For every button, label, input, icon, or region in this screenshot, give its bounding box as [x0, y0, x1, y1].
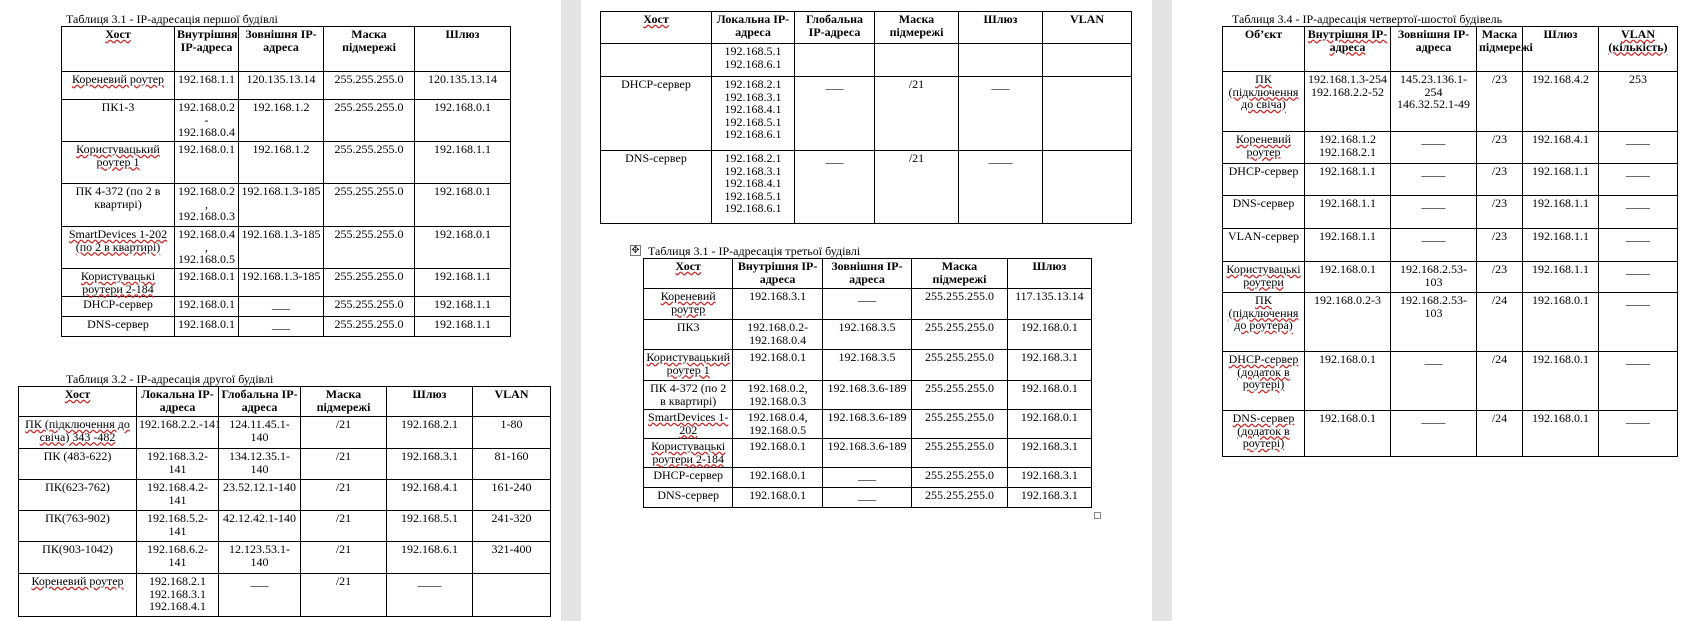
table-cell: 192.168.3.1	[1007, 468, 1091, 488]
table-cell: 192.168.1.1	[1305, 164, 1391, 196]
document-page-1	[0, 0, 561, 621]
table-cell: 192.168.1.1	[415, 297, 511, 317]
table-header-cell: Шлюз	[387, 387, 473, 417]
table-cell: 192.168.0.4, 192.168.0.5	[733, 410, 822, 439]
table-row	[1223, 132, 1678, 164]
table-cell: ____	[1391, 229, 1477, 262]
table-cell: 192.168.1.1	[1305, 229, 1391, 262]
table-cell: 192.168.0.1	[1523, 293, 1599, 352]
table-cell: ____	[959, 151, 1043, 224]
table-cell: 192.168.1.1	[415, 142, 511, 184]
table-cell: 192.168.0.1	[175, 269, 239, 297]
table-header-cell: Маска підмережі	[912, 259, 1008, 289]
table-cell	[875, 44, 959, 77]
table-cell: Кореневий роутер	[62, 72, 175, 100]
table-resize-handle[interactable]	[1094, 512, 1101, 519]
table-cell: 1-80	[473, 417, 551, 449]
table-cell: 192.168.0.1	[415, 100, 511, 142]
table-caption: Таблиця 3.4 - IP-адресація четвертої-шостої будівель	[1232, 12, 1503, 26]
table-cell: Користувацькі роутери	[1223, 262, 1305, 293]
table-cell: 192.168.0.1	[733, 468, 822, 488]
table-cell: 192.168.1.3-185	[239, 269, 324, 297]
table-cell: ПК(763-902)	[19, 511, 137, 542]
table-row	[1223, 164, 1678, 196]
table-header-cell: Зовнішня IP-адреса	[822, 259, 911, 289]
table-cell: 192.168.2.1 192.168.3.1 192.168.4.1	[137, 574, 219, 617]
table-cell: ____	[1599, 352, 1678, 411]
table-row	[1223, 262, 1678, 293]
table-cell: /21	[301, 449, 387, 480]
table-cell: 255.255.255.0	[324, 269, 415, 297]
table-cell: 255.255.255.0	[324, 142, 415, 184]
table-cell: 192.168.1.1	[1523, 229, 1599, 262]
table-cell: 192.168.1.1	[1523, 196, 1599, 229]
table-cell: Користувацький роутер 1	[62, 142, 175, 184]
table-cell: 192.168.0.1	[1007, 381, 1091, 410]
table-cell: 124.11.45.1-140	[219, 417, 301, 449]
table-move-handle-icon[interactable]: ✥	[631, 245, 640, 256]
table-cell: ___	[239, 317, 324, 337]
table-row	[644, 468, 1092, 488]
table-row	[644, 381, 1092, 410]
table-cell: DHCP-сервер	[601, 77, 712, 151]
table-cell: 192.168.2.1 192.168.3.1 192.168.4.1 192.168.5.1 192.168.6.1	[712, 77, 795, 151]
table-cell: ПК3	[644, 320, 733, 350]
table-cell: 192.168.4.2	[1523, 72, 1599, 132]
table-cell: ПК 4-372 (по 2 в квартирі)	[62, 184, 175, 227]
table-cell: ___	[1391, 352, 1477, 411]
table-cell: Кореневий роутер	[644, 289, 733, 320]
table-cell: /21	[301, 542, 387, 574]
table-header-cell: Хост	[601, 12, 712, 44]
table-cell: /23	[1477, 229, 1523, 262]
table-header-cell: Локальна IP-адреса	[712, 12, 795, 44]
table-buildings-4-6	[1222, 26, 1678, 457]
table-cell: ____	[1391, 196, 1477, 229]
table-header-cell: Об’єкт	[1223, 27, 1305, 72]
table-row	[1223, 229, 1678, 262]
table-cell: 120.135.13.14	[415, 72, 511, 100]
table-cell: ___	[795, 77, 875, 151]
table-row	[601, 77, 1132, 151]
table-header-cell: Шлюз	[1007, 259, 1091, 289]
table-cell: 161-240	[473, 480, 551, 511]
table-cell: /23	[1477, 72, 1523, 132]
table-cell: 192.168.3.1	[387, 449, 473, 480]
table-cell: 192.168.6.1	[387, 542, 473, 574]
table-header-cell: VLAN	[1043, 12, 1132, 44]
table-cell	[473, 574, 551, 617]
table-cell: Користувацький роутер 1	[644, 350, 733, 381]
table-cell: ПК (483-622)	[19, 449, 137, 480]
table-cell: ____	[1391, 132, 1477, 164]
table-cell: 192.168.1.3-254 192.168.2.2-52	[1305, 72, 1391, 132]
table-cell: ___	[239, 297, 324, 317]
table-cell: 192.168.0.1	[1523, 352, 1599, 411]
table-cell: Користувацькі роутери 2-184	[62, 269, 175, 297]
table-cell: ____	[1599, 262, 1678, 293]
table-cell: 134.12.35.1-140	[219, 449, 301, 480]
table-header-cell: Внутрішня IP-адреса	[1305, 27, 1391, 72]
table-cell: 192.168.3.6-189	[822, 381, 911, 410]
table-cell: ___	[822, 289, 911, 320]
table-cell: 192.168.0.2, 192.168.0.3	[733, 381, 822, 410]
table-cell: DNS-сервер (додаток в роутері)	[1223, 411, 1305, 457]
table-cell: 192.168.0.1	[1007, 320, 1091, 350]
table-cell: 192.168.0.1	[415, 227, 511, 269]
table-cell: ____	[1599, 132, 1678, 164]
table-cell: 192.168.0.1	[1305, 352, 1391, 411]
table-cell: 192.168.3.1	[1007, 439, 1091, 468]
table-cell: ПК (підключення до роутера)	[1223, 293, 1305, 352]
table-row	[62, 269, 511, 297]
table-cell: ___	[822, 468, 911, 488]
table-cell: 255.255.255.0	[912, 320, 1008, 350]
table-cell: 192.168.1.2 192.168.2.1	[1305, 132, 1391, 164]
table-row	[62, 297, 511, 317]
document-page-3	[1172, 0, 1681, 621]
table-caption: Таблиця 3.1 - IP-адресація першої будівлі	[66, 12, 278, 26]
table-header-cell: Маска підмережі	[324, 27, 415, 72]
table-caption: Таблиця 3.1 - IP-адресація третьої будівлі	[648, 244, 861, 258]
table-cell: VLAN-сервер	[1223, 229, 1305, 262]
table-cell: 253	[1599, 72, 1678, 132]
table-header-cell: Глобальна IP-адреса	[219, 387, 301, 417]
table-building-1	[61, 26, 511, 337]
table-row	[62, 72, 511, 100]
table-cell: ПК (підключення до свіча)	[1223, 72, 1305, 132]
table-header-cell: Шлюз	[959, 12, 1043, 44]
table-cell: 255.255.255.0	[912, 439, 1008, 468]
table-cell: /23	[1477, 132, 1523, 164]
table-row	[1223, 196, 1678, 229]
table-row	[1223, 72, 1678, 132]
table-cell: 255.255.255.0	[324, 317, 415, 337]
table-header-cell: Хост	[19, 387, 137, 417]
table-cell: 81-160	[473, 449, 551, 480]
table-cell: DNS-сервер	[1223, 196, 1305, 229]
table-cell: SmartDevices 1-202 (по 2 в квартирі)	[62, 227, 175, 269]
table-cell: 192.168.3.1	[733, 289, 822, 320]
table-cell: ___	[219, 574, 301, 617]
table-header-cell: Маска підмережі	[1477, 27, 1523, 72]
table-cell: 117.135.13.14	[1007, 289, 1091, 320]
table-cell: /21	[301, 574, 387, 617]
table-cell: 145.23.136.1-254 146.32.52.1-49	[1391, 72, 1477, 132]
table-row	[62, 100, 511, 142]
table-cell: 23.52.12.1-140	[219, 480, 301, 511]
table-cell: /21	[301, 417, 387, 449]
table-row	[644, 488, 1092, 508]
table-row	[644, 289, 1092, 320]
table-cell: 192.168.0.2-192.168.0.4	[733, 320, 822, 350]
table-cell: 192.168.3.5	[822, 320, 911, 350]
table-cell	[1043, 44, 1132, 77]
table-cell: 192.168.1.1	[1523, 164, 1599, 196]
table-cell: 192.168.5.2-141	[137, 511, 219, 542]
table-header-cell: VLAN (кількість)	[1599, 27, 1678, 72]
table-cell: /21	[875, 77, 959, 151]
table-cell	[601, 44, 712, 77]
table-cell: 255.255.255.0	[324, 184, 415, 227]
table-cell: ____	[1599, 196, 1678, 229]
table-cell: ___	[795, 151, 875, 224]
table-cell: 192.168.3.6-189	[822, 410, 911, 439]
table-row	[1223, 411, 1678, 457]
table-cell: ___	[959, 77, 1043, 151]
table-header-cell: Зовнішня IP-адреса	[239, 27, 324, 72]
table-row	[19, 449, 551, 480]
table-header-cell: Маска підмережі	[875, 12, 959, 44]
table-cell: 255.255.255.0	[324, 100, 415, 142]
table-cell: 192.168.5.1	[387, 511, 473, 542]
table-row	[19, 417, 551, 449]
table-cell: 192.168.6.2-141	[137, 542, 219, 574]
table-cell: ___	[822, 488, 911, 508]
table-cell: 120.135.13.14	[239, 72, 324, 100]
table-cell: 192.168.1.1	[415, 317, 511, 337]
table-cell	[795, 44, 875, 77]
table-row	[62, 184, 511, 227]
table-cell: 192.168.1.2	[239, 100, 324, 142]
table-cell: 192.168.4.2-141	[137, 480, 219, 511]
table-header-cell: VLAN	[473, 387, 551, 417]
table-cell: 255.255.255.0	[324, 227, 415, 269]
table-row	[644, 350, 1092, 381]
table-cell: ____	[1391, 164, 1477, 196]
table-cell: 192.168.0.1	[733, 488, 822, 508]
table-cell: 241-320	[473, 511, 551, 542]
table-building-2	[18, 386, 551, 617]
table-cell: 192.168.1.1	[1523, 262, 1599, 293]
table-cell: DHCP-сервер	[644, 468, 733, 488]
table-header-cell: Зовнішня IP-адреса	[1391, 27, 1477, 72]
table-cell: 192.168.0.1	[1007, 410, 1091, 439]
table-caption: Таблиця 3.2 - IP-адресація другої будівлі	[66, 372, 274, 386]
table-row	[644, 410, 1092, 439]
table-cell: 192.168.5.1 192.168.6.1	[712, 44, 795, 77]
table-header-cell: Маска підмережі	[301, 387, 387, 417]
table-cell: 192.168.2.1	[387, 417, 473, 449]
table-cell: 255.255.255.0	[912, 488, 1008, 508]
document-page-2	[581, 0, 1152, 621]
table-cell: 192.168.1.3-185	[239, 184, 324, 227]
table-cell: /24	[1477, 352, 1523, 411]
table-cell: 192.168.0.1	[175, 297, 239, 317]
table-cell: ____	[387, 574, 473, 617]
table-row	[601, 44, 1132, 77]
table-header-cell: Локальна IP-адреса	[137, 387, 219, 417]
table-cell: 192.168.1.3-185	[239, 227, 324, 269]
table-cell: /21	[301, 511, 387, 542]
table-cell: Кореневий роутер	[1223, 132, 1305, 164]
table-row	[62, 142, 511, 184]
table-cell: 192.168.0.2-3	[1305, 293, 1391, 352]
table-building-2-continued	[600, 11, 1132, 224]
table-cell: /24	[1477, 293, 1523, 352]
table-header-cell: Шлюз	[415, 27, 511, 72]
table-cell: 192.168.1.1	[175, 72, 239, 100]
table-cell	[959, 44, 1043, 77]
table-row	[19, 480, 551, 511]
table-cell: ____	[1599, 229, 1678, 262]
table-cell: /21	[875, 151, 959, 224]
table-cell: DNS-сервер	[62, 317, 175, 337]
table-cell: DHCP-сервер	[1223, 164, 1305, 196]
table-header-cell: Внутрішня IP-адреса	[733, 259, 822, 289]
table-cell: 192.168.0.4 , 192.168.0.5	[175, 227, 239, 269]
table-cell: 192.168.0.1	[1305, 262, 1391, 293]
table-cell: /24	[1477, 411, 1523, 457]
table-cell: DNS-сервер	[601, 151, 712, 224]
table-cell: 321-400	[473, 542, 551, 574]
table-row	[1223, 352, 1678, 411]
table-cell: SmartDevices 1-202	[644, 410, 733, 439]
table-cell: 12.123.53.1-140	[219, 542, 301, 574]
table-cell: 192.168.4.1	[387, 480, 473, 511]
table-cell: ПК 4-372 (по 2 в квартирі)	[644, 381, 733, 410]
table-cell: 192.168.0.1	[175, 317, 239, 337]
table-row	[62, 227, 511, 269]
table-cell: /23	[1477, 196, 1523, 229]
table-row	[601, 151, 1132, 224]
table-cell: 192.168.1.1	[415, 269, 511, 297]
table-cell: ПК(623-762)	[19, 480, 137, 511]
table-cell: 192.168.3.1	[1007, 350, 1091, 381]
table-row	[62, 317, 511, 337]
table-cell: DNS-сервер	[644, 488, 733, 508]
table-cell: /23	[1477, 164, 1523, 196]
table-cell: 192.168.0.1	[1523, 411, 1599, 457]
table-cell: 192.168.0.1	[1305, 411, 1391, 457]
table-row	[644, 320, 1092, 350]
table-cell: ПК1-3	[62, 100, 175, 142]
table-row	[644, 439, 1092, 468]
table-cell: 192.168.3.2-141	[137, 449, 219, 480]
table-header-cell: Хост	[644, 259, 733, 289]
table-cell: ____	[1599, 411, 1678, 457]
table-row	[19, 542, 551, 574]
table-header-cell: Шлюз	[1523, 27, 1599, 72]
table-cell: 192.168.1.1	[1305, 196, 1391, 229]
table-cell: 192.168.2.53-103	[1391, 293, 1477, 352]
table-cell: Кореневий роутер	[19, 574, 137, 617]
table-cell: 192.168.3.1	[1007, 488, 1091, 508]
table-cell: ПК (підключення до свіча) 343 -482	[19, 417, 137, 449]
table-cell: ПК(903-1042)	[19, 542, 137, 574]
table-cell: 255.255.255.0	[912, 289, 1008, 320]
table-cell: 192.168.0.1	[415, 184, 511, 227]
table-cell: 192.168.0.2 , 192.168.0.3	[175, 184, 239, 227]
table-header-cell: Внутрішня IP-адреса	[175, 27, 239, 72]
table-row	[19, 511, 551, 542]
table-cell: 42.12.42.1-140	[219, 511, 301, 542]
table-header-cell: Глобальна IP-адреса	[795, 12, 875, 44]
table-cell: 192.168.2.53-103	[1391, 262, 1477, 293]
table-cell: 192.168.2.2.-141	[137, 417, 219, 449]
table-cell: 192.168.1.2	[239, 142, 324, 184]
table-cell: 192.168.3.5	[822, 350, 911, 381]
table-cell: ____	[1391, 411, 1477, 457]
table-building-3	[643, 258, 1092, 508]
table-cell: 192.168.3.6-189	[822, 439, 911, 468]
table-cell: 192.168.0.1	[175, 142, 239, 184]
table-cell: /21	[301, 480, 387, 511]
table-cell: 192.168.0.1	[733, 350, 822, 381]
table-cell: 255.255.255.0	[912, 350, 1008, 381]
table-cell: 255.255.255.0	[912, 410, 1008, 439]
table-cell: 192.168.4.1	[1523, 132, 1599, 164]
table-cell: 255.255.255.0	[324, 72, 415, 100]
table-cell: 255.255.255.0	[912, 468, 1008, 488]
table-cell: 192.168.2.1 192.168.3.1 192.168.4.1 192.168.5.1 192.168.6.1	[712, 151, 795, 224]
table-cell: 255.255.255.0	[324, 297, 415, 317]
table-header-cell: Хост	[62, 27, 175, 72]
table-cell: /23	[1477, 262, 1523, 293]
table-cell	[1043, 151, 1132, 224]
table-cell: 255.255.255.0	[912, 381, 1008, 410]
table-row	[19, 574, 551, 617]
table-row	[1223, 293, 1678, 352]
table-cell: 192.168.0.2 - 192.168.0.4	[175, 100, 239, 142]
table-cell	[1043, 77, 1132, 151]
table-cell: Користувацькі роутери 2-184	[644, 439, 733, 468]
table-cell: ____	[1599, 164, 1678, 196]
table-cell: 192.168.0.1	[733, 439, 822, 468]
table-cell: DHCP-сервер	[62, 297, 175, 317]
table-cell: ____	[1599, 293, 1678, 352]
table-cell: DHCP-сервер (додаток в роутері)	[1223, 352, 1305, 411]
